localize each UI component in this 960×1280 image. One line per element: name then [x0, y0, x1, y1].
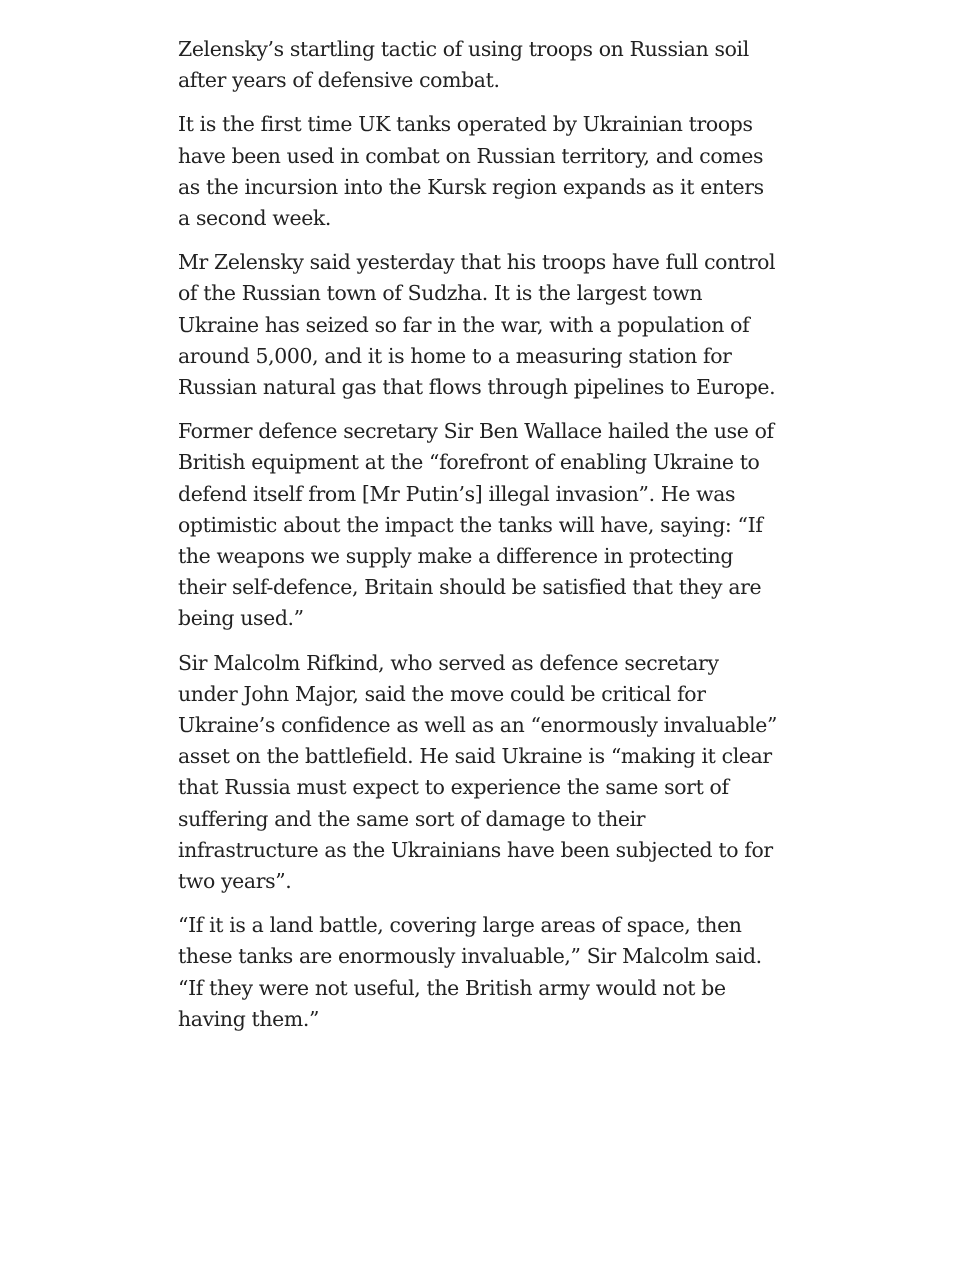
- article-paragraph-2: It is the first time UK tanks operated by Ukrainian troops have been used in combat on Russian territory, and comes as the incursion into the Kursk region expands as it enters a second week.: [178, 112, 764, 231]
- article-paragraph-3: Mr Zelensky said yesterday that his troops have full control of the Russian town of Sudzha. It is the largest town Ukraine has seized so far in the war, with a population of around 5,000, and it is home to a measuring station for Russian natural gas that flows through pipelines to Europe.: [178, 250, 776, 400]
- article-paragraph-1: Zelensky’s startling tactic of using troops on Russian soil after years of defensive combat.: [178, 37, 749, 93]
- article-paragraph-6: “If it is a land battle, covering large areas of space, then these tanks are enormously invaluable,” Sir Malcolm said. “If they were not useful, the British army would not be having them.”: [178, 913, 762, 1031]
- article-paragraph-4: Former defence secretary Sir Ben Wallace hailed the use of British equipment at the “forefront of enabling Ukraine to defend itself from [Mr Putin’s] illegal invasion”. He was optimistic about the impact the tanks will have, saying: “If the weapons we supply make a difference in protecting their self-defence, Britain should be satisfied that they are being used.”: [178, 419, 774, 631]
- article-paragraph-5: Sir Malcolm Rifkind, who served as defence secretary under John Major, said the move could be critical for Ukraine’s confidence as well as an “enormously invaluable” asset on the battlefield. He said Ukraine is “making it clear that Russia must expect to experience the same sort of suffering and the same sort of damage to their infrastructure as the Ukrainians have been subjected to for two years”.: [178, 650, 778, 894]
- article-body: [178, 34, 778, 1048]
